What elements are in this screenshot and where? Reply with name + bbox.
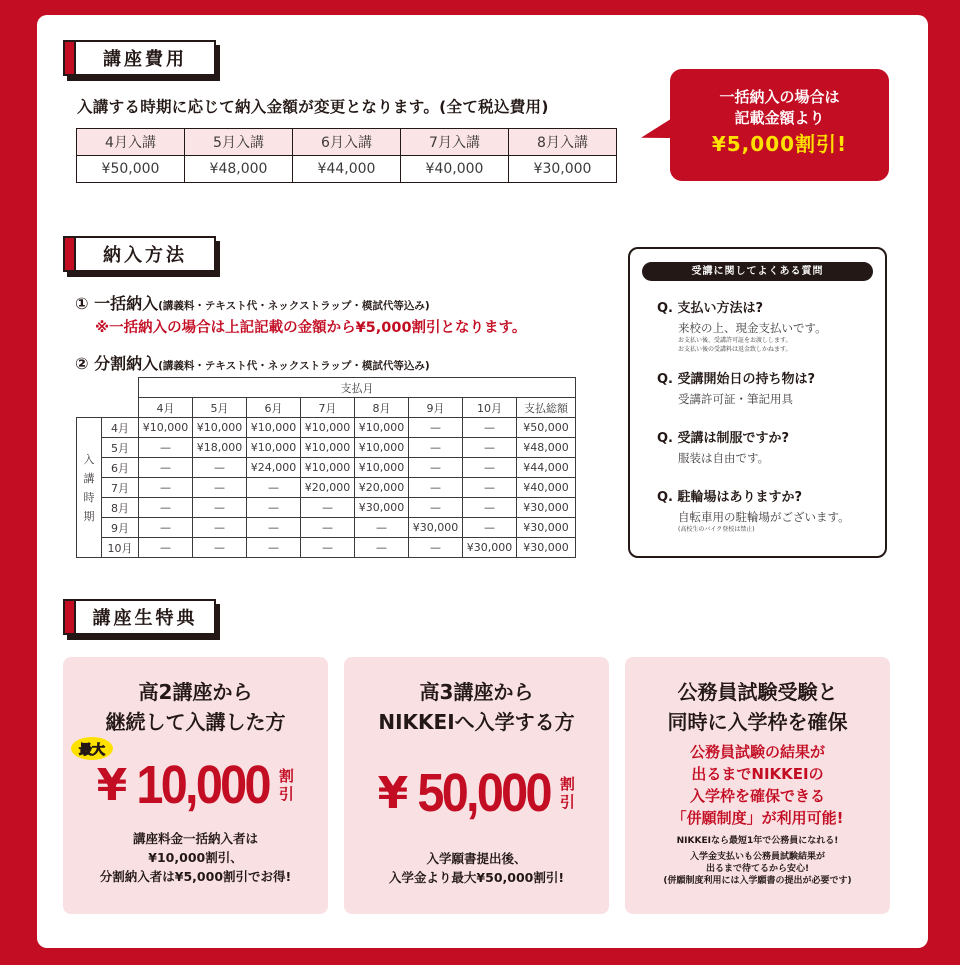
table-cell: — xyxy=(301,538,355,558)
faq-box xyxy=(628,247,887,558)
method-lump-sum: ① 一括納入(講義料・テキスト代・ネックストラップ・模試代等込み) xyxy=(75,294,430,313)
table-cell: — xyxy=(409,498,463,518)
red-bar-icon xyxy=(65,42,76,74)
col-header: 7月 xyxy=(301,398,355,418)
table-cell: — xyxy=(193,518,247,538)
table-cell: — xyxy=(409,438,463,458)
col-header: 8月 xyxy=(355,398,409,418)
table-cell: — xyxy=(463,478,517,498)
faq-note: お支払い後の受講料は返金致しかねます。 xyxy=(678,346,792,353)
table-cell: ¥48,000 xyxy=(517,438,576,458)
row-month: 6月 xyxy=(102,458,139,478)
max-badge: 最大 xyxy=(71,737,113,760)
col-header: 9月 xyxy=(409,398,463,418)
table-cell: ¥10,000 xyxy=(301,458,355,478)
table-cell: — xyxy=(139,518,193,538)
faq-note: お支払い後、受講許可証をお渡しします。 xyxy=(678,337,792,344)
table-cell: — xyxy=(139,458,193,478)
table-cell: — xyxy=(301,518,355,538)
fee-table xyxy=(76,128,617,183)
benefit-card-continuing: 高2講座から 継続して入講した方 最大 ¥ 10,000 割引 講座料金一括納入者は ¥10,000割引、 分割納入者は¥5,000割引でお得! xyxy=(63,657,328,914)
faq-item xyxy=(657,297,885,354)
table-cell: ¥10,000 xyxy=(193,418,247,438)
table-cell: ¥50,000 xyxy=(517,418,576,438)
benefit-card-enrollment: 高3講座から NIKKEIへ入学する方 ¥ 50,000 割引 入学願書提出後、 入学金より最大¥50,000割引! xyxy=(344,657,609,914)
table-cell: — xyxy=(463,458,517,478)
table-cell: — xyxy=(463,498,517,518)
table-cell: — xyxy=(139,538,193,558)
fee-header: 7月入講 xyxy=(401,129,509,156)
table-cell: ¥44,000 xyxy=(517,458,576,478)
table-cell: ¥10,000 xyxy=(247,438,301,458)
table-cell: ¥10,000 xyxy=(355,438,409,458)
red-bar-icon xyxy=(65,601,76,633)
col-header: 4月 xyxy=(139,398,193,418)
faq-answer: 来校の上、現金支払いです。 xyxy=(678,321,827,335)
table-cell: ¥10,000 xyxy=(301,438,355,458)
faq-answer: 自転車用の駐輪場がございます。 xyxy=(678,510,850,524)
table-cell: — xyxy=(139,478,193,498)
row-month: 5月 xyxy=(102,438,139,458)
faq-item xyxy=(657,486,885,534)
discount-speech-bubble: 一括納入の場合は 記載金額より ¥5,000割引! xyxy=(670,69,889,181)
table-row xyxy=(77,478,576,498)
table-cell: ¥10,000 xyxy=(247,418,301,438)
faq-question: Q. 受講開始日の持ち物は? xyxy=(657,372,816,387)
fee-value: ¥50,000 xyxy=(77,156,185,183)
table-cell: ¥20,000 xyxy=(355,478,409,498)
table-cell: — xyxy=(193,498,247,518)
group-header: 支払月 xyxy=(139,378,576,398)
table-cell: — xyxy=(463,418,517,438)
page-panel: 講座費用 入講する時期に応じて納入金額が変更となります。(全て税込費用) 4月入講 5月入講 6月入講 7月入講 8月入講 ¥50,000 ¥48,000 ¥44,000 ¥40,000 ¥30,000 一括納入の場合は 記載金額より ¥5,000割引! 納入方法 ① 一括納入(講義料・テキスト代・ネックストラップ・模試代等込み) ※一括納入の場合は上記記載の金額から¥5,000割引となります。 ② 分割納入(講義料・テキスト代・ネックストラップ・模試代等込み) 支払月 4月 5月 6月 7月 8月 9月 10月 支払総額 入 講 時 期 4月 ¥10,000 ¥10,000 ¥10,000 ¥10,000 ¥10,000 — — ¥50,000 5月 — ¥18,000 ¥10,000 ¥10,000 ¥10,000 — — ¥48,000 6月 — — ¥24,000 ¥10,000 ¥10,000 — — ¥44,000 7月 — — — ¥20,000 ¥20,000 — — ¥40,000 8月 — — — — ¥30,000 — — ¥30,000 9月 — — — — — ¥30,000 — ¥30,000 10月 — — — — — — ¥30,000 ¥30,000 受講に関してよくある質問 Q. 支払い方法は? 来校の上、現金支払いです。 お支払い後、受講許可証をお渡しします。 お支払い後の受講料は返金致しかねます。 Q. 受講開始日の持ち物は? 受講許可証・筆記用具 Q. 受講は制服ですか? 服装は自由です。 Q. 駐輪場はありますか? 自転車用の駐輪場がございます。 (高校生のバイク登校は禁止) 講座生特典 高2講座から 継続して入講した方 最大 ¥ 10,000 割引 講座料金一括納入者は ¥10,000割引、 分割納入者は¥5,000割引でお得! 高3講座から NIKKEIへ入学する方 ¥ 50,000 割引 入学願書提出後、 入学金より最大¥50,000割引! 公務員試験受験と 同時に入学枠を確保 公務員試験の結果が 出るまでNIKKEIの 入学枠を確保できる 「併願制度」が利用可能! NIKKEIなら最短1年で公務員になれる! 入学金支払いも公務員試験結果が 出るまで待てるから安心! (併願制度利用には入学願書の提出が必要です) xyxy=(37,15,928,948)
table-cell: ¥30,000 xyxy=(463,538,517,558)
table-cell: ¥40,000 xyxy=(517,478,576,498)
table-cell: ¥10,000 xyxy=(139,418,193,438)
table-cell: ¥18,000 xyxy=(193,438,247,458)
side-header: 入 講 時 期 xyxy=(77,418,102,558)
red-bar-icon xyxy=(65,238,76,270)
faq-title: 受講に関してよくある質問 xyxy=(642,262,873,281)
faq-item xyxy=(657,368,885,407)
faq-answer: 受講許可証・筆記用具 xyxy=(678,392,793,406)
table-cell: ¥10,000 xyxy=(355,418,409,438)
lump-sum-note: ※一括納入の場合は上記記載の金額から¥5,000割引となります。 xyxy=(95,320,527,336)
table-cell: — xyxy=(355,518,409,538)
method-installment: ② 分割納入(講義料・テキスト代・ネックストラップ・模試代等込み) xyxy=(75,354,430,373)
table-cell: — xyxy=(193,478,247,498)
table-cell: ¥30,000 xyxy=(517,498,576,518)
table-cell: — xyxy=(247,538,301,558)
discount-amount: ¥ 10,000 割引 xyxy=(96,755,294,815)
table-cell: ¥30,000 xyxy=(409,518,463,538)
table-cell: — xyxy=(409,538,463,558)
row-month: 8月 xyxy=(102,498,139,518)
col-header: 10月 xyxy=(463,398,517,418)
table-cell: — xyxy=(139,438,193,458)
fee-header: 4月入講 xyxy=(77,129,185,156)
table-cell: — xyxy=(355,538,409,558)
table-row xyxy=(77,518,576,538)
faq-question: Q. 駐輪場はありますか? xyxy=(657,490,803,505)
faq-question: Q. 受講は制服ですか? xyxy=(657,431,790,446)
table-row xyxy=(77,498,576,518)
table-cell: — xyxy=(247,478,301,498)
table-row xyxy=(77,538,576,558)
faq-item xyxy=(657,427,885,466)
row-month: 10月 xyxy=(102,538,139,558)
discount-amount: ¥ 50,000 割引 xyxy=(377,763,575,823)
faq-note: (高校生のバイク登校は禁止) xyxy=(678,526,755,533)
table-cell: ¥10,000 xyxy=(301,418,355,438)
table-cell: — xyxy=(247,498,301,518)
fee-value: ¥44,000 xyxy=(293,156,401,183)
faq-answer: 服装は自由です。 xyxy=(678,451,770,465)
table-cell: ¥30,000 xyxy=(517,538,576,558)
fee-value: ¥40,000 xyxy=(401,156,509,183)
table-row xyxy=(77,438,576,458)
table-cell: — xyxy=(463,438,517,458)
table-cell: — xyxy=(193,538,247,558)
col-header: 支払総額 xyxy=(517,398,576,418)
table-cell: — xyxy=(409,458,463,478)
table-cell: ¥10,000 xyxy=(355,458,409,478)
col-header: 6月 xyxy=(247,398,301,418)
table-cell: — xyxy=(193,458,247,478)
fee-intro-text: 入講する時期に応じて納入金額が変更となります。(全て税込費用) xyxy=(77,98,549,116)
row-month: 4月 xyxy=(102,418,139,438)
fee-header: 5月入講 xyxy=(185,129,293,156)
table-row xyxy=(77,418,576,438)
table-cell: — xyxy=(463,518,517,538)
table-cell: — xyxy=(409,478,463,498)
table-cell: — xyxy=(139,498,193,518)
table-cell: — xyxy=(247,518,301,538)
fee-header: 8月入講 xyxy=(509,129,617,156)
table-cell: ¥24,000 xyxy=(247,458,301,478)
fee-value: ¥48,000 xyxy=(185,156,293,183)
table-cell: — xyxy=(301,498,355,518)
table-cell: ¥30,000 xyxy=(355,498,409,518)
table-cell: — xyxy=(409,418,463,438)
benefit-card-dual-application: 公務員試験受験と 同時に入学枠を確保 公務員試験の結果が 出るまでNIKKEIの 入学枠を確保できる 「併願制度」が利用可能! NIKKEIなら最短1年で公務員になれる! 入学金支払いも公務員試験結果が 出るまで待てるから安心! (併願制度利用には入学願書の提出が必要です) xyxy=(625,657,890,914)
table-row xyxy=(77,458,576,478)
row-month: 9月 xyxy=(102,518,139,538)
fee-value: ¥30,000 xyxy=(509,156,617,183)
fee-header: 6月入講 xyxy=(293,129,401,156)
row-month: 7月 xyxy=(102,478,139,498)
table-cell: ¥20,000 xyxy=(301,478,355,498)
table-cell: ¥30,000 xyxy=(517,518,576,538)
faq-question: Q. 支払い方法は? xyxy=(657,301,764,316)
installment-table xyxy=(76,377,576,558)
col-header: 5月 xyxy=(193,398,247,418)
